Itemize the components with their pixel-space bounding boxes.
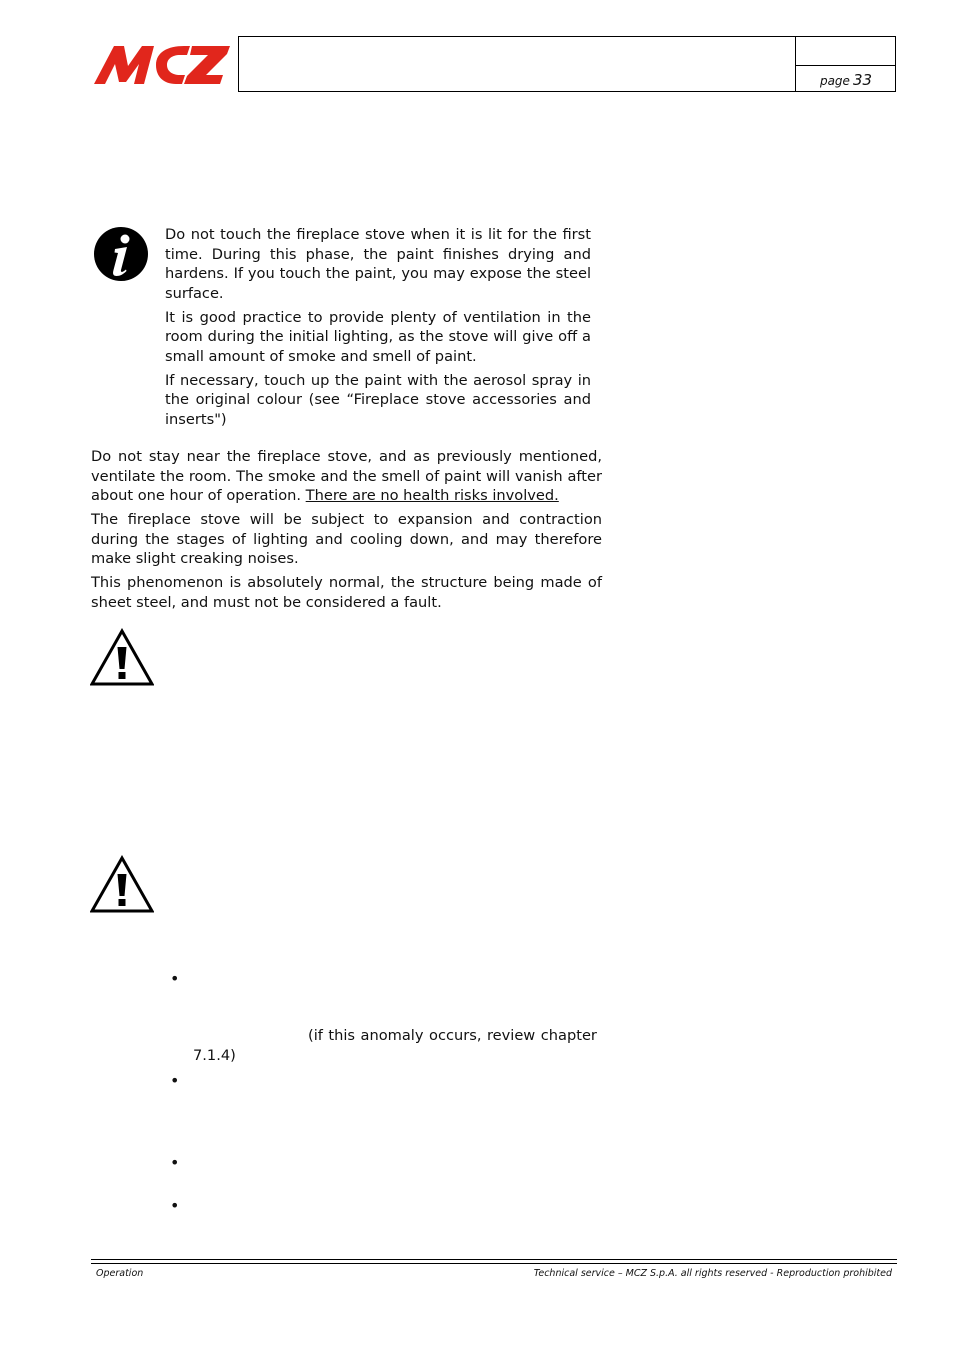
bullet-text-line: 7.1.4) bbox=[193, 1046, 236, 1064]
body-text: Do not stay near the fireplace stove, and as previously mentioned, ventilate the room. The smoke and the smell of paint will vanish after about one hour of operation. bbox=[91, 448, 602, 504]
bullet-marker: • bbox=[170, 1196, 180, 1215]
word: occurs, bbox=[429, 1027, 482, 1044]
page-number bbox=[796, 71, 896, 89]
footer-section: Operation bbox=[96, 1268, 144, 1279]
info-paragraph: If necessary, touch up the paint with the aerosol spray in the original colour (see “Fireplace stove accessories and inserts") bbox=[165, 371, 591, 428]
bullet-marker: • bbox=[170, 1071, 180, 1090]
mcz-logo bbox=[92, 44, 232, 86]
footer-rule bbox=[91, 1259, 897, 1260]
body-paragraph bbox=[91, 447, 602, 506]
body-paragraph: This phenomenon is absolutely normal, the structure being made of sheet steel, and must not be considered a fault. bbox=[91, 574, 602, 611]
word: (if bbox=[308, 1027, 323, 1044]
bullet-text-line bbox=[193, 1026, 597, 1046]
word: review bbox=[486, 1027, 536, 1044]
info-note bbox=[165, 225, 591, 434]
underlined-note: There are no health risks involved. bbox=[305, 487, 559, 504]
bullet-marker: • bbox=[170, 969, 180, 988]
page-number-value: 33 bbox=[852, 71, 873, 89]
bullet-text-fragment bbox=[193, 1026, 597, 1065]
page-label: page bbox=[819, 74, 850, 88]
warning-icon bbox=[90, 628, 154, 686]
info-paragraph: It is good practice to provide plenty of ventilation in the room during the initial lighting, as the stove will give off a small amount of smoke and smell of paint. bbox=[165, 308, 591, 365]
warning-icon bbox=[90, 855, 154, 913]
body-paragraph: The fireplace stove will be subject to expansion and contraction during the stages of lighting and cooling down, and may therefore make slight creaking noises. bbox=[91, 511, 602, 567]
bullet-marker: • bbox=[170, 1153, 180, 1172]
word: anomaly bbox=[360, 1027, 424, 1044]
word: chapter bbox=[540, 1027, 597, 1044]
footer-rule bbox=[91, 1263, 897, 1264]
header-cell-divider bbox=[795, 65, 896, 66]
word: this bbox=[328, 1027, 356, 1044]
info-paragraph: Do not touch the fireplace stove when it is lit for the first time. During this phase, the paint finishes drying and hardens. If you touch the paint, you may expose the steel surface. bbox=[165, 226, 591, 302]
main-text bbox=[91, 447, 602, 617]
footer-copyright: Technical service – MCZ S.p.A. all rights reserved - Reproduction prohibited bbox=[533, 1268, 892, 1279]
info-icon bbox=[93, 226, 149, 282]
